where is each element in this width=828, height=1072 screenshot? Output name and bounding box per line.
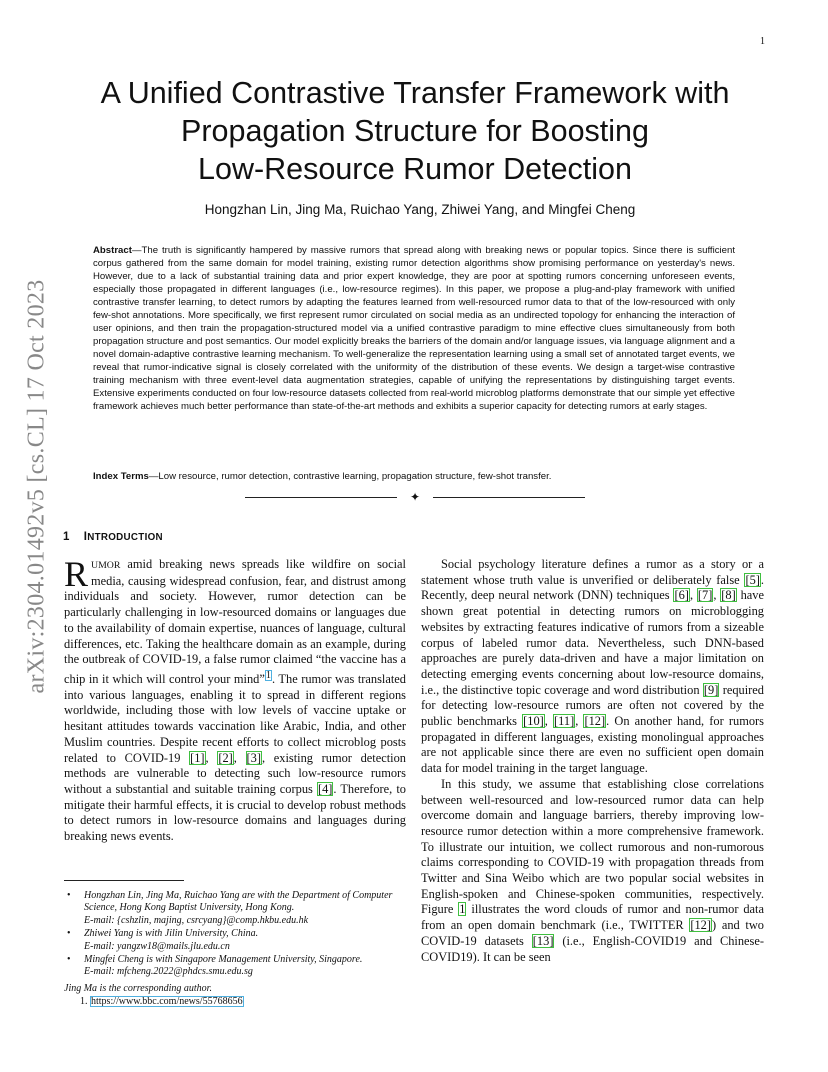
citation-link[interactable]: [2] xyxy=(218,750,233,765)
author-list: Hongzhan Lin, Jing Ma, Ruichao Yang, Zhiwei Yang, and Mingfei Cheng xyxy=(204,202,636,217)
body-paragraph xyxy=(421,777,764,965)
body-text: , xyxy=(575,714,584,729)
body-text: . Recently, deep neural network (DNN) techniques xyxy=(421,572,764,603)
citation-link[interactable]: [12] xyxy=(690,918,712,933)
index-terms xyxy=(93,470,735,483)
footnote-number: 1. xyxy=(80,996,88,1007)
citation-link[interactable]: [8] xyxy=(721,588,736,603)
figure-link[interactable]: 1 xyxy=(459,902,466,917)
footnote-url-link[interactable]: https://www.bbc.com/news/55768656 xyxy=(91,996,243,1007)
abstract-text: —The truth is significantly hampered by massive rumors that spread along with breaking news or popular topics. Since there is sufficient corpus gathered from the same domain for model training, existing rumor detection algorithms show promising performance on yesterday's news. However, due to a lack of substantial training data and prior expert knowledge, they are poor at spotting rumors concerning unforeseen events, especially those propagated in different languages (i.e., low-resource regimes). In this paper, we propose a plug-and-play framework with unified contrastive transfer learning, to detect rumors by adapting the features learned from well-resourced rumor data to that of the low-resourced with only few-shot annotations. More specifically, we first represent rumor circulated on social media as an undirected topology for enhancing the interaction of user opinions, and then train the propagation-structured model via a unified contrastive paradigm to mine effective clues simultaneously from both propagation structure and post semantics. Our model explicitly breaks the barriers of the domain and/or language issues, via language alignment and a novel domain-adaptive contrastive learning mechanism. To well-generalize the representation learning using a small set of annotated target events, we reveal that rumor-indicative signal is closely correlated with the uniformity of the distribution of these events. We design a target-wise contrastive training mechanism with three event-level data augmentation strategies, capable of unifying the representations by distinguishing target events. Extensive experiments conducted on four low-resource datasets collected from real-world microblog platforms demonstrate that our simple yet effective framework achieves much better performance than state-of-the-art methods and exhibits a superior capacity for detecting rumors at early stages. xyxy=(93,245,735,412)
affiliation-email: E-mail: mfcheng.2022@phdcs.smu.edu.sg xyxy=(84,966,253,978)
citation-link[interactable]: [11] xyxy=(554,714,575,729)
citation-link[interactable]: [3] xyxy=(246,750,261,765)
affiliation-text: Hongzhan Lin, Jing Ma, Ruichao Yang are with the Department of Computer Science, Hong Kong Baptist University, Hong Kong. xyxy=(84,890,393,914)
title-line: Propagation Structure for Boosting xyxy=(181,114,649,148)
footnote-link[interactable]: 1 xyxy=(265,669,272,681)
citation-link[interactable]: [6] xyxy=(674,588,689,603)
body-text: , xyxy=(233,750,246,765)
intro-paragraph xyxy=(64,554,406,845)
corresponding-author: Jing Ma is the corresponding author. xyxy=(64,982,212,994)
divider-line xyxy=(433,497,585,498)
affiliation-email: E-mail: yangzw18@mails.jlu.edu.cn xyxy=(84,940,230,952)
page-number: 1 xyxy=(760,36,765,47)
section-heading xyxy=(63,531,163,543)
citation-link[interactable]: [9] xyxy=(703,682,719,697)
citation-link[interactable]: [7] xyxy=(697,588,713,603)
citation-link[interactable]: [12] xyxy=(584,714,606,729)
footnote-separator xyxy=(64,880,184,881)
body-paragraph xyxy=(421,557,764,777)
left-column xyxy=(64,554,406,845)
arxiv-stamp xyxy=(22,278,52,694)
divider-line xyxy=(245,497,397,498)
affiliation-text: Mingfei Cheng is with Singapore Management University, Singapore. xyxy=(84,954,363,966)
body-text: required for detecting low-resource rumors are often not covered by the public benchmarks xyxy=(421,682,764,729)
body-text: amid breaking news spreads like wildfire on social media, causing widespread confusion, fear, and distrust among individuals and society. However, rumor detection can be particularly challenging in low-resourced domains or languages due to the availability of domain expertise, nuances of language, cultural differences, etc. Taking the healthcare domain as an example, during the outbreak of COVID-19, a false rumor claimed “the vaccine has a chip in it which will control your mind” xyxy=(64,557,406,687)
title-line: A Unified Contrastive Transfer Framework with xyxy=(100,76,730,110)
affiliation-email: E-mail: {cshzlin, majing, csrcyang}@comp.hkbu.edu.hk xyxy=(84,914,309,926)
section-title-initial: I xyxy=(83,531,88,543)
section-title-rest: NTRODUCTION xyxy=(87,532,163,543)
first-word-smallcaps: UMOR xyxy=(91,560,121,571)
body-text: . On another hand, for rumors propagated in different languages, existing monolingual approaches are not applicable since there are even no sufficient open domain data for model training in the target language. xyxy=(421,714,764,776)
footnote xyxy=(80,996,244,1007)
body-text: . Therefore, to mitigate their harmful effects, it is crucial to develop robust methods to detect rumors in low-resource domains and languages during breaking news events. xyxy=(64,781,406,844)
body-text: illustrates the word clouds of rumor and non-rumor data from an open domain benchmark (i.e., TWITTER xyxy=(421,902,764,933)
drop-cap: R xyxy=(64,554,89,594)
body-text: (i.e., English-COVID19 and Chinese-COVID19). It can be seen xyxy=(421,933,764,964)
body-text: have shown great potential in detecting rumors on microblogging websites by extracting features indicative of rumors from a sizeable corpus of labeled rumor data. Nevertheless, such DNN-based approaches are purely data-driven and have a major limitation on detecting emerging events concerning about low-resource domains, i.e., the distinctive topic coverage and word distribution xyxy=(421,588,764,697)
section-number: 1 xyxy=(63,531,70,543)
citation-link[interactable]: [10] xyxy=(523,714,544,729)
body-text: . The rumor was translated into various languages, enabling it to spread in different regions worldwide, including those with low levels of vaccine uptake or hesitant attitudes towards vaccination like Arabic, India, and other Muslim countries. Despite recent efforts to collect microblog posts related to COVID-19 xyxy=(64,672,406,765)
affiliations xyxy=(64,890,414,995)
index-terms-label: Index Terms xyxy=(93,471,149,482)
citation-link[interactable]: [13] xyxy=(532,933,554,948)
affiliation-text: Zhiwei Yang is with Jilin University, China. xyxy=(84,928,259,940)
body-text: , xyxy=(544,714,554,729)
citation-link[interactable]: [4] xyxy=(317,781,333,796)
affiliation-item xyxy=(64,928,414,953)
paper-title xyxy=(60,74,770,188)
body-text: , xyxy=(713,588,721,603)
index-terms-text: —Low resource, rumor detection, contrastive learning, propagation structure, few-shot transfer. xyxy=(148,471,552,482)
body-text: ) and two COVID-19 datasets xyxy=(421,918,764,948)
abstract xyxy=(93,244,735,413)
body-text: , xyxy=(689,588,697,603)
abstract-label: Abstract xyxy=(93,245,132,256)
right-column xyxy=(421,557,764,965)
body-text: Social psychology literature defines a rumor as a story or a statement whose truth value is unverified or deliberately false xyxy=(421,557,764,587)
divider-star-icon: ✦ xyxy=(410,490,421,504)
citation-link[interactable]: [5] xyxy=(745,572,760,587)
affiliation-item xyxy=(64,890,414,927)
affiliation-item xyxy=(64,954,414,979)
title-line: Low-Resource Rumor Detection xyxy=(198,152,632,186)
citation-link[interactable]: [1] xyxy=(190,750,205,765)
body-text: , existing rumor detection methods are vulnerable to detecting such low-resource rumors without a substantial and suitable training corpus xyxy=(64,750,406,796)
section-divider xyxy=(245,490,585,504)
body-text: , xyxy=(205,750,218,765)
body-text: In this study, we assume that establishing close correlations between well-resourced and low-resourced rumor data can help overcome domain and language barriers, thereby improving low-resource rumor detection within a more comprehensive framework. To illustrate our intuition, we collect rumorous and non-rumorous claims corresponding to COVID-19 with propagation threads from Twitter and Sina Weibo which are two popular social websites in English-spoken and Chinese-spoken communities, respectively. Figure xyxy=(421,776,764,917)
arxiv-id: arXiv:2304.01492v5 [cs.CL] 17 Oct 2023 xyxy=(23,278,50,694)
